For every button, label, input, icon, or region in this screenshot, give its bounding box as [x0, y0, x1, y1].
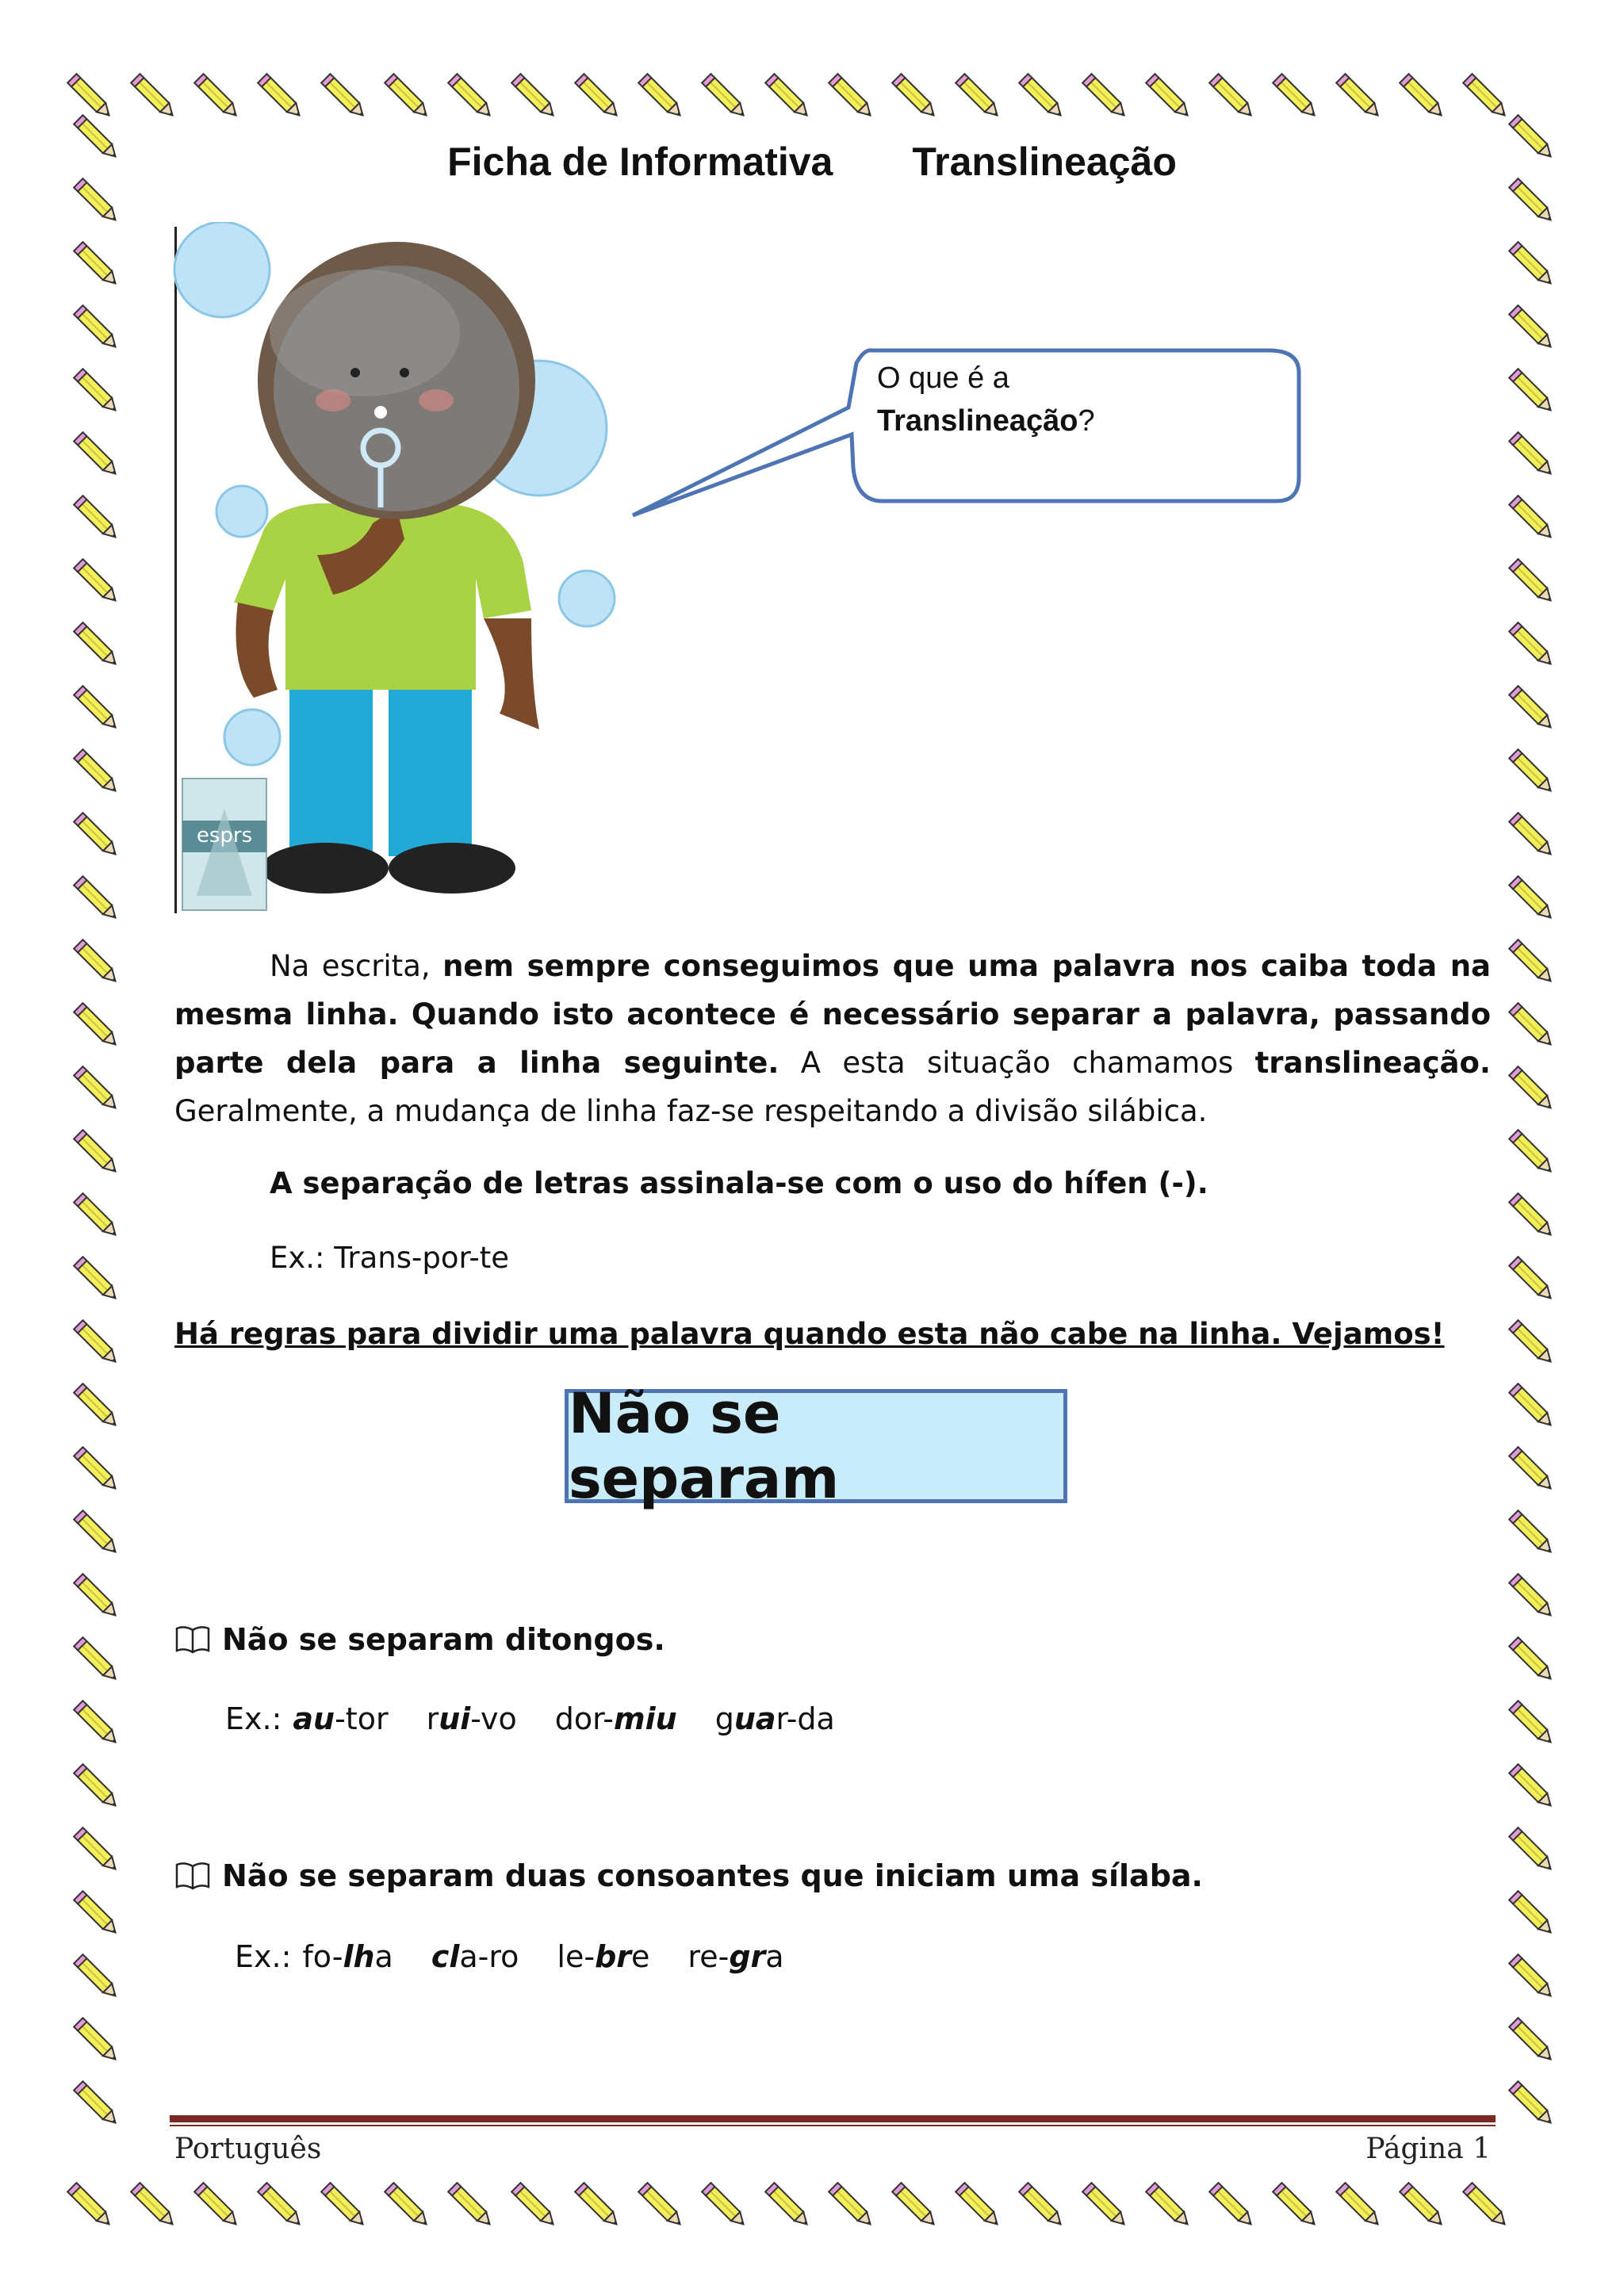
section-title: Não se separam — [569, 1381, 840, 1511]
pencil-icon — [1505, 2014, 1564, 2072]
pencil-icon — [1505, 1760, 1564, 1819]
intro-paragraph — [174, 942, 1491, 1135]
pencil-icon — [190, 2179, 249, 2237]
pencil-icon — [254, 70, 312, 128]
rule-heading-1 — [174, 1622, 665, 1657]
pencil-icon — [190, 70, 249, 128]
example-word: dor-miu — [554, 1701, 677, 1736]
pencil-icon — [1505, 1062, 1564, 1121]
pencil-icon — [1396, 2179, 1454, 2237]
pencil-icon — [70, 1380, 128, 1438]
rule-heading-2 — [174, 1858, 1203, 1893]
pencil-icon — [1505, 365, 1564, 423]
pencil-icon — [70, 1253, 128, 1311]
pencil-icon — [1078, 70, 1137, 128]
pencil-icon — [1505, 238, 1564, 297]
pencil-icon — [70, 2014, 128, 2072]
pencil-icon — [634, 70, 693, 128]
school-logo — [181, 777, 268, 912]
pencil-icon — [1505, 1506, 1564, 1565]
pencil-icon — [1505, 745, 1564, 804]
pencil-icon — [698, 70, 756, 128]
bubble — [224, 710, 280, 765]
pencil-icon — [70, 1506, 128, 1565]
section-title-box — [565, 1381, 1067, 1511]
pencil-icon — [1505, 999, 1564, 1058]
bubble-question-mark: ? — [1078, 404, 1095, 438]
page-title — [0, 139, 1624, 185]
pencil-icon — [1332, 2179, 1391, 2237]
pencil-icon — [70, 492, 128, 550]
para-text: Na escrita, — [270, 949, 443, 983]
pencil-icon — [70, 999, 128, 1058]
example-label: Ex.: — [235, 1939, 292, 1974]
pencil-border-bottom — [63, 2172, 1562, 2244]
pencil-icon — [127, 70, 186, 128]
pencil-icon — [1505, 1697, 1564, 1755]
pencil-icon — [952, 2179, 1010, 2237]
pencil-icon — [1078, 2179, 1137, 2237]
rule1-examples — [225, 1701, 873, 1736]
pencil-border-left — [63, 111, 135, 2188]
pencil-icon — [1505, 1887, 1564, 1946]
pencil-icon — [1505, 1570, 1564, 1628]
example-word: cla-ro — [431, 1939, 519, 1974]
pencil-icon — [70, 555, 128, 614]
pencil-icon — [70, 1697, 128, 1755]
example-word: re-gra — [688, 1939, 784, 1974]
open-book-icon — [174, 1624, 211, 1655]
pencil-icon — [70, 1887, 128, 1946]
footer-subject: Português — [174, 2133, 322, 2165]
pencil-icon — [1396, 70, 1454, 128]
pencil-icon — [888, 70, 947, 128]
pencil-icon — [254, 2179, 312, 2237]
pencil-icon — [1505, 618, 1564, 677]
pencil-border-top — [63, 63, 1562, 135]
bubble — [559, 571, 615, 626]
example-word: fo-lha — [302, 1939, 393, 1974]
pencil-icon — [1269, 2179, 1327, 2237]
footer-page-number: Página 1 — [1365, 2133, 1491, 2165]
pencil-icon — [70, 1316, 128, 1375]
pencil-icon — [70, 1443, 128, 1502]
rule-heading-text: Não se separam duas consoantes que iniciam uma sílaba. — [222, 1858, 1203, 1893]
pencil-icon — [1505, 301, 1564, 360]
pencil-icon — [70, 1823, 128, 1882]
rule2-examples — [235, 1939, 822, 1974]
pencil-icon — [70, 618, 128, 677]
pencil-icon — [127, 2179, 186, 2237]
pencil-icon — [825, 70, 883, 128]
pencil-icon — [317, 2179, 376, 2237]
title-left: Ficha de Informativa — [447, 140, 833, 184]
pencil-icon — [70, 1126, 128, 1184]
pencil-icon — [70, 1633, 128, 1692]
pencil-icon — [381, 70, 439, 128]
pencil-icon — [1505, 428, 1564, 487]
pencil-icon — [1505, 2077, 1564, 2136]
example-line: Ex.: Trans-por-te — [270, 1241, 509, 1275]
pencil-icon — [70, 1062, 128, 1121]
title-right: Translineação — [912, 140, 1177, 184]
pencil-icon — [888, 2179, 947, 2237]
pencil-icon — [1505, 555, 1564, 614]
open-book-icon — [174, 1860, 211, 1892]
pencil-icon — [1505, 1443, 1564, 1502]
pencil-icon — [1505, 936, 1564, 994]
pencil-icon — [825, 2179, 883, 2237]
example-word: guar-da — [714, 1701, 835, 1736]
pencil-icon — [1205, 70, 1264, 128]
pencil-icon — [1505, 872, 1564, 931]
pencil-icon — [444, 2179, 503, 2237]
pencil-icon — [70, 301, 128, 360]
pencil-icon — [70, 428, 128, 487]
example-word: rui-vo — [426, 1701, 517, 1736]
example-word: le-bre — [557, 1939, 650, 1974]
pencil-border-right — [1499, 111, 1570, 2188]
bubble — [174, 222, 270, 317]
bubble — [216, 486, 267, 537]
school-logo-icon — [181, 777, 268, 912]
pencil-icon — [1505, 1950, 1564, 2009]
pencil-icon — [317, 70, 376, 128]
pencil-icon — [1505, 682, 1564, 740]
speech-bubble-text — [877, 357, 1289, 442]
separation-note: A separação de letras assinala-se com o uso do hífen (-). — [270, 1166, 1208, 1200]
pencil-icon — [70, 238, 128, 297]
footer-rule — [170, 2115, 1496, 2122]
pencil-icon — [1269, 70, 1327, 128]
pencil-icon — [70, 1950, 128, 2009]
bubble-line1: O que é a — [877, 362, 1009, 395]
pencil-icon — [1505, 1316, 1564, 1375]
pencil-icon — [1142, 70, 1201, 128]
example-word: au-tor — [293, 1701, 389, 1736]
pencil-icon — [1505, 1380, 1564, 1438]
pencil-icon — [70, 745, 128, 804]
pencil-icon — [70, 872, 128, 931]
bubble-line2 — [877, 400, 1289, 442]
pencil-icon — [698, 2179, 756, 2237]
para-bold-term: translineação. — [1254, 1046, 1491, 1080]
pencil-icon — [70, 2077, 128, 2136]
pencil-icon — [761, 2179, 820, 2237]
pencil-icon — [508, 2179, 566, 2237]
pencil-icon — [70, 1760, 128, 1819]
pencil-icon — [1505, 492, 1564, 550]
pencil-icon — [70, 809, 128, 867]
pencil-icon — [70, 1189, 128, 1248]
pencil-icon — [1015, 70, 1074, 128]
rules-intro: Há regras para dividir uma palavra quando esta não cabe na linha. Vejamos! — [174, 1317, 1445, 1351]
pencil-icon — [70, 1570, 128, 1628]
pencil-icon — [1332, 70, 1391, 128]
pencil-icon — [1142, 2179, 1201, 2237]
para-bold-text: nem sempre conseguimos que uma palavra nos caiba toda na mesma linha. Quando isto acontece é necessário separar a palavra, passando parte dela para a linha seguinte. — [174, 949, 1491, 1080]
pencil-icon — [70, 682, 128, 740]
pencil-icon — [1505, 1633, 1564, 1692]
pencil-icon — [1205, 2179, 1264, 2237]
pencil-icon — [70, 936, 128, 994]
logo-text: esprs — [196, 824, 253, 848]
pencil-icon — [444, 70, 503, 128]
pencil-icon — [571, 2179, 630, 2237]
example-label: Ex.: — [225, 1701, 282, 1736]
para-text: Geralmente, a mudança de linha faz-se respeitando a divisão silábica. — [174, 1094, 1208, 1128]
pencil-icon — [952, 70, 1010, 128]
pencil-icon — [1505, 809, 1564, 867]
pencil-icon — [571, 70, 630, 128]
pencil-icon — [761, 70, 820, 128]
bubble-bold-word: Translineação — [877, 404, 1078, 438]
para-text: A esta situação chamamos — [779, 1046, 1255, 1080]
footer-rule-thin — [170, 2125, 1496, 2126]
pencil-icon — [1015, 2179, 1074, 2237]
pencil-icon — [1505, 1823, 1564, 1882]
rule-heading-text: Não se separam ditongos. — [222, 1622, 665, 1657]
pencil-icon — [381, 2179, 439, 2237]
pencil-icon — [634, 2179, 693, 2237]
pencil-icon — [70, 365, 128, 423]
pencil-icon — [508, 70, 566, 128]
